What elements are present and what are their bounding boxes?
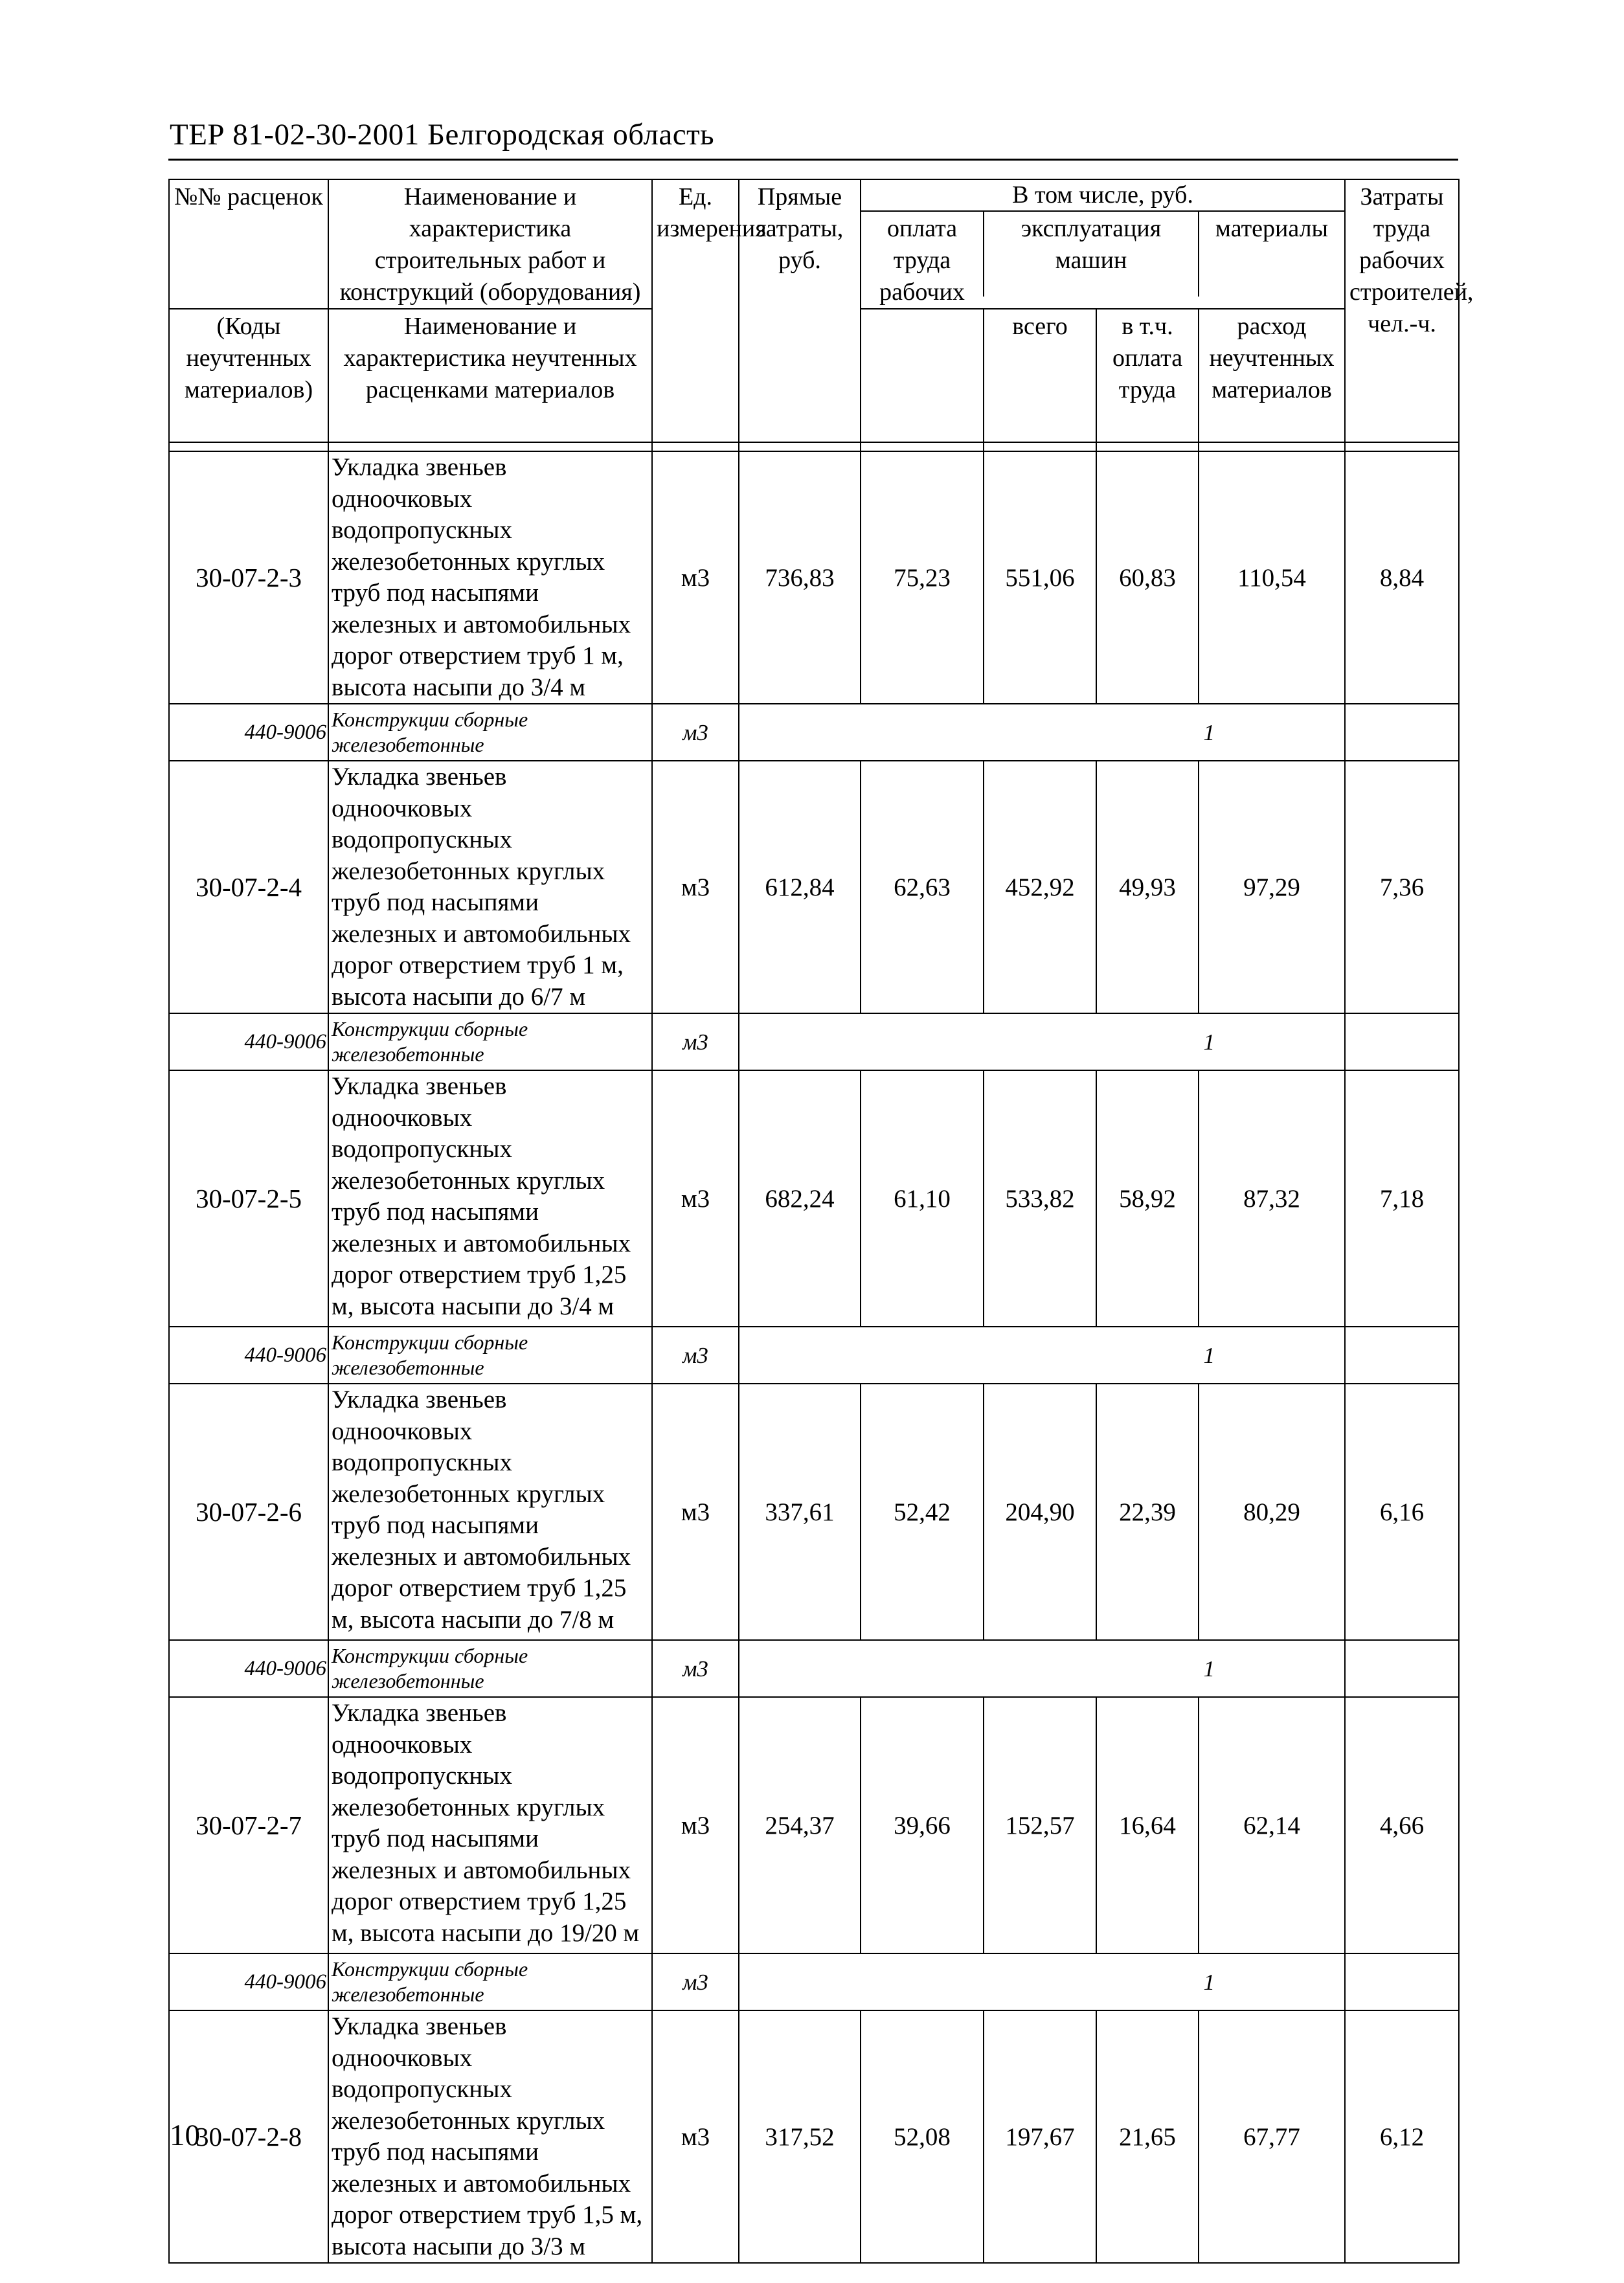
materials: 67,77	[1199, 2010, 1345, 2263]
unit: м3	[652, 451, 739, 704]
direct-costs: 682,24	[739, 1070, 861, 1327]
machines-wage: 22,39	[1096, 1384, 1199, 1640]
materials: 97,29	[1199, 761, 1345, 1013]
direct-costs: 317,52	[739, 2010, 861, 2263]
material-unit: м3	[652, 1327, 739, 1384]
labor-costs: 8,84	[1345, 451, 1459, 704]
rate-code: 30-07-2-6	[169, 1384, 328, 1640]
material-quantity: 1	[739, 1640, 1345, 1697]
rates-table	[168, 179, 1474, 2264]
material-name: Конструкции сборные железобетонные	[328, 1640, 652, 1697]
work-name: Укладка звеньев одноочковых водопропускных железобетонных круглых труб под насыпями железных и автомобильных дорог отверстием труб 1,25 м, высота насыпи до 7/8 м	[328, 1384, 652, 1640]
header-direct-costs: Прямые затраты, руб.	[739, 179, 861, 442]
work-name: Укладка звеньев одноочковых водопропускных железобетонных круглых труб под насыпями железных и автомобильных дорог отверстием труб 1,5 м, высота насыпи до 3/3 м	[328, 2010, 652, 2263]
material-unit: м3	[652, 704, 739, 761]
material-name: Конструкции сборные железобетонные	[328, 1327, 652, 1384]
header-including: В том числе, руб.	[861, 180, 1344, 212]
table-row	[169, 761, 1459, 1013]
table-row	[169, 2010, 1459, 2263]
direct-costs: 736,83	[739, 451, 861, 704]
rate-code: 30-07-2-3	[169, 451, 328, 704]
header-materials-unaccounted: расход неучтенных материалов	[1199, 309, 1345, 442]
materials: 110,54	[1199, 451, 1345, 704]
table-row	[169, 1070, 1459, 1327]
wage: 75,23	[861, 451, 984, 704]
material-code: 440-9006	[169, 1327, 328, 1384]
wage: 52,08	[861, 2010, 984, 2263]
material-unit: м3	[652, 1953, 739, 2010]
header-labor: Затраты труда рабочих строителей, чел.-ч.	[1345, 179, 1459, 442]
header-name-sub: Наименование и характеристика неучтенных расценками материалов	[328, 309, 652, 442]
material-row	[169, 1013, 1459, 1070]
material-code: 440-9006	[169, 1640, 328, 1697]
machines-wage: 49,93	[1096, 761, 1199, 1013]
rate-code: 30-07-2-7	[169, 1697, 328, 1953]
material-row	[169, 704, 1459, 761]
header-code: №№ расценок	[169, 179, 328, 309]
material-quantity: 1	[739, 1953, 1345, 2010]
header-name: Наименование и характеристика строительных работ и конструкций (оборудования)	[328, 179, 652, 309]
machines-total: 152,57	[984, 1697, 1096, 1953]
labor-costs: 4,66	[1345, 1697, 1459, 1953]
header-code-sub: (Коды неучтенных материалов)	[169, 309, 328, 442]
material-name: Конструкции сборные железобетонные	[328, 1013, 652, 1070]
wage: 61,10	[861, 1070, 984, 1327]
header-machines-total: всего	[984, 309, 1096, 442]
table-body	[169, 451, 1459, 2263]
machines-wage: 16,64	[1096, 1697, 1199, 1953]
labor-costs: 6,12	[1345, 2010, 1459, 2263]
material-name: Конструкции сборные железобетонные	[328, 704, 652, 761]
work-name: Укладка звеньев одноочковых водопропускных железобетонных круглых труб под насыпями железных и автомобильных дорог отверстием труб 1,25 м, высота насыпи до 19/20 м	[328, 1697, 652, 1953]
header-unit: Ед. измерения	[652, 179, 739, 442]
rate-code: 30-07-2-5	[169, 1070, 328, 1327]
unit: м3	[652, 1070, 739, 1327]
materials: 80,29	[1199, 1384, 1345, 1640]
material-unit: м3	[652, 1640, 739, 1697]
direct-costs: 254,37	[739, 1697, 861, 1953]
material-quantity: 1	[739, 1013, 1345, 1070]
material-quantity: 1	[739, 704, 1345, 761]
material-row	[169, 1953, 1459, 2010]
machines-total: 204,90	[984, 1384, 1096, 1640]
material-name: Конструкции сборные железобетонные	[328, 1953, 652, 2010]
work-name: Укладка звеньев одноочковых водопропускных железобетонных круглых труб под насыпями железных и автомобильных дорог отверстием труб 1,25 м, высота насыпи до 3/4 м	[328, 1070, 652, 1327]
table-header	[169, 179, 1474, 451]
table-row	[169, 451, 1459, 704]
unit: м3	[652, 1384, 739, 1640]
wage: 52,42	[861, 1384, 984, 1640]
material-row	[169, 1640, 1459, 1697]
machines-total: 452,92	[984, 761, 1096, 1013]
machines-wage: 21,65	[1096, 2010, 1199, 2263]
labor-costs: 7,18	[1345, 1070, 1459, 1327]
labor-costs: 6,16	[1345, 1384, 1459, 1640]
page-number: 10	[170, 2119, 200, 2152]
header-wage: оплата труда рабочих	[861, 212, 984, 297]
work-name: Укладка звеньев одноочковых водопропускных железобетонных круглых труб под насыпями железных и автомобильных дорог отверстием труб 1 м, высота насыпи до 6/7 м	[328, 761, 652, 1013]
header-materials: материалы	[1215, 215, 1329, 242]
unit: м3	[652, 761, 739, 1013]
materials: 62,14	[1199, 1697, 1345, 1953]
header-rule	[168, 159, 1458, 161]
machines-wage: 60,83	[1096, 451, 1199, 704]
header-machines-wage: в т.ч. оплата труда	[1096, 309, 1199, 442]
material-row	[169, 1327, 1459, 1384]
materials: 87,32	[1199, 1070, 1345, 1327]
material-unit: м3	[652, 1013, 739, 1070]
machines-total: 551,06	[984, 451, 1096, 704]
material-code: 440-9006	[169, 1013, 328, 1070]
material-code: 440-9006	[169, 1953, 328, 2010]
direct-costs: 612,84	[739, 761, 861, 1013]
wage: 62,63	[861, 761, 984, 1013]
direct-costs: 337,61	[739, 1384, 861, 1640]
machines-total: 197,67	[984, 2010, 1096, 2263]
table-row	[169, 1697, 1459, 1953]
unit: м3	[652, 1697, 739, 1953]
labor-costs: 7,36	[1345, 761, 1459, 1013]
rate-code: 30-07-2-4	[169, 761, 328, 1013]
table-row	[169, 1384, 1459, 1640]
material-code: 440-9006	[169, 704, 328, 761]
machines-wage: 58,92	[1096, 1070, 1199, 1327]
wage: 39,66	[861, 1697, 984, 1953]
work-name: Укладка звеньев одноочковых водопропускных железобетонных круглых труб под насыпями железных и автомобильных дорог отверстием труб 1 м, высота насыпи до 3/4 м	[328, 451, 652, 704]
machines-total: 533,82	[984, 1070, 1096, 1327]
material-quantity: 1	[739, 1327, 1345, 1384]
rate-code: 30-07-2-8	[169, 2010, 328, 2263]
header-wage-cont	[861, 309, 984, 442]
document-title: ТЕР 81-02-30-2001 Белгородская область	[170, 118, 715, 152]
header-machines: эксплуатация машин	[984, 212, 1199, 297]
unit: м3	[652, 2010, 739, 2263]
